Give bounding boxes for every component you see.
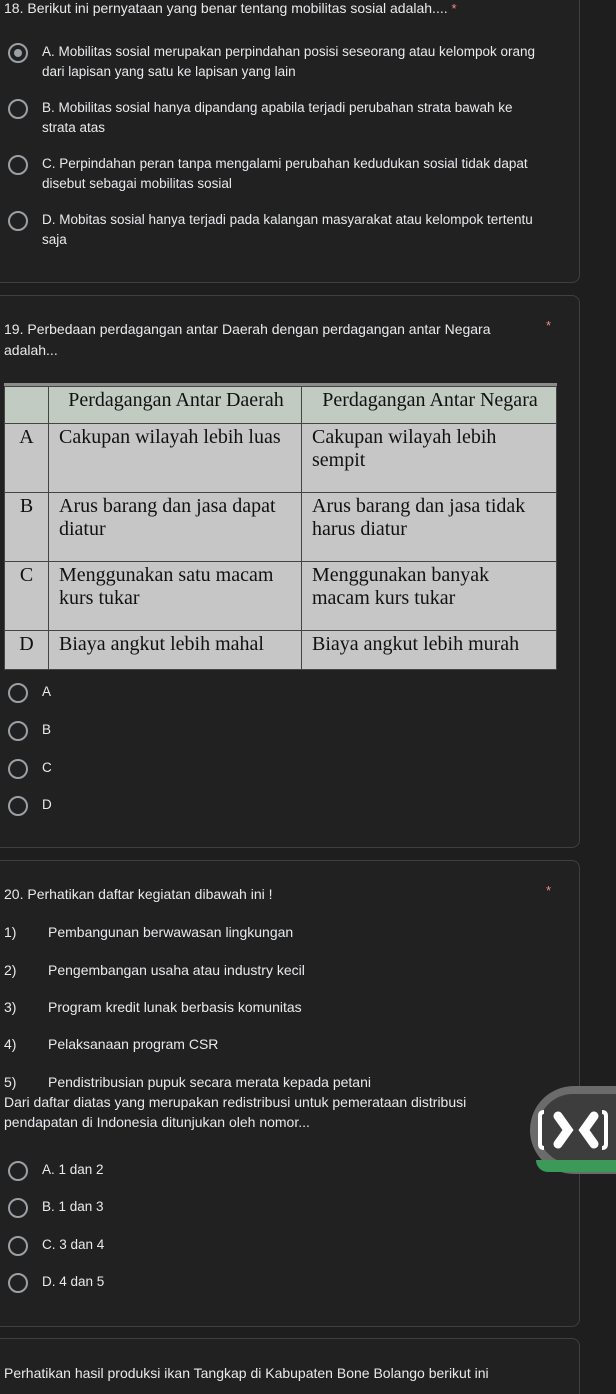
list-item-4: 4) Pelaksanaan program CSR [4,1036,219,1052]
cell-negara: Arus barang dan jasa tidak harus diatur [302,493,557,562]
question-18-title: 18. Berikut ini pernyataan yang benar tentang mobilitas sosial adalah.... * [4,0,457,16]
q18-option-a[interactable] [8,42,535,82]
cell-negara: Biaya angkut lebih murah [302,631,557,670]
q19-option-d[interactable] [8,795,52,816]
cell-daerah: Cakupan wilayah lebih luas [49,424,302,493]
q18-option-d[interactable] [8,210,533,250]
q19-option-c[interactable] [8,758,52,779]
option-label: A [42,684,52,699]
option-label: A. 1 dan 2 [42,1162,104,1177]
q20-option-d[interactable] [8,1272,104,1293]
cell-daerah: Biaya angkut lebih mahal [49,631,302,670]
option-label-cont: disebut sebagai mobilitas sosial [42,176,232,191]
radio-icon[interactable] [8,796,28,816]
comparison-table-image [4,386,557,670]
cell-negara: Menggunakan banyak macam kurs tukar [302,562,557,631]
question-21-title: Perhatikan hasil produksi ikan Tangkap di Kabupaten Bone Bolango berikut ini [4,1365,489,1381]
option-label: C. 3 dan 4 [42,1237,105,1252]
option-label: D. Mobitas sosial hanya terjadi pada kalangan masyarakat atau kelompok tertentu [42,212,533,227]
q20-option-a[interactable] [8,1160,104,1181]
q18-option-c[interactable] [8,154,528,194]
list-item-1: 1) Pembangunan berwawasan lingkungan [4,924,294,940]
radio-icon[interactable] [8,1198,28,1218]
header-daerah: Perdagangan Antar Daerah [49,387,302,424]
radio-icon[interactable] [8,1161,28,1181]
option-label: C. Perpindahan peran tanpa mengalami perubahan kedudukan sosial tidak dapat [42,156,528,171]
option-label: A. Mobilitas sosial merupakan perpindahan posisi seseorang atau kelompok orang [42,44,536,59]
option-label: C [42,760,52,775]
list-item-5: 5) Pendistribusian pupuk secara merata kepada petani [4,1074,371,1090]
radio-icon[interactable] [8,211,28,231]
cell-negara: Cakupan wilayah lebih sempit [302,424,557,493]
q19-option-b[interactable] [8,720,51,741]
radio-icon[interactable] [8,99,28,119]
list-item-3: 3) Program kredit lunak berbasis komunitas [4,999,302,1015]
header-negara: Perdagangan Antar Negara [302,387,557,424]
close-icon[interactable] [538,1108,608,1152]
question-20-title: 20. Perhatikan daftar kegiatan dibawah ini ! [4,886,273,902]
radio-icon[interactable] [8,683,28,703]
option-label-cont: dari lapisan yang satu ke lapisan yang lain [42,64,296,79]
radio-icon[interactable] [8,1273,28,1293]
q20-option-c[interactable] [8,1235,104,1256]
required-marker: * [451,1,457,16]
cell-daerah: Menggunakan satu macam kurs tukar [49,562,302,631]
q20-option-b[interactable] [8,1197,104,1218]
comparison-table [4,386,557,670]
required-marker: * [546,318,552,333]
row-label: C [5,562,49,631]
option-label: D [42,797,52,812]
question-19-title: 19. Perbedaan perdagangan antar Daerah dengan perdagangan antar Negara adalah... [4,321,491,358]
radio-icon[interactable] [8,1236,28,1256]
q18-option-b[interactable] [8,98,513,138]
row-label: A [5,424,49,493]
radio-selected-icon[interactable] [8,43,28,63]
radio-icon[interactable] [8,155,28,175]
table-corner [5,387,49,424]
option-label: D. 4 dan 5 [42,1274,105,1289]
radio-icon[interactable] [8,721,28,741]
option-label-cont: strata atas [42,120,106,135]
radio-icon[interactable] [8,759,28,779]
option-label: B [42,722,52,737]
row-label: B [5,493,49,562]
required-marker: * [546,883,552,898]
row-label: D [5,631,49,670]
floating-close-button-accent [536,1160,616,1172]
cell-daerah: Arus barang dan jasa dapat diatur [49,493,302,562]
question-20-prompt: Dari daftar diatas yang merupakan redistribusi untuk pemerataan distribusi pendapatan di Indonesia ditunjukan oleh nomor... [4,1094,467,1130]
option-label: B. Mobilitas sosial hanya dipandang apabila terjadi perubahan strata bawah ke [42,100,513,115]
list-item-2: 2) Pengembangan usaha atau industry kecil [4,962,305,978]
option-label: B. 1 dan 3 [42,1199,104,1214]
option-label-cont: saja [42,232,67,247]
q19-option-a[interactable] [8,682,51,703]
